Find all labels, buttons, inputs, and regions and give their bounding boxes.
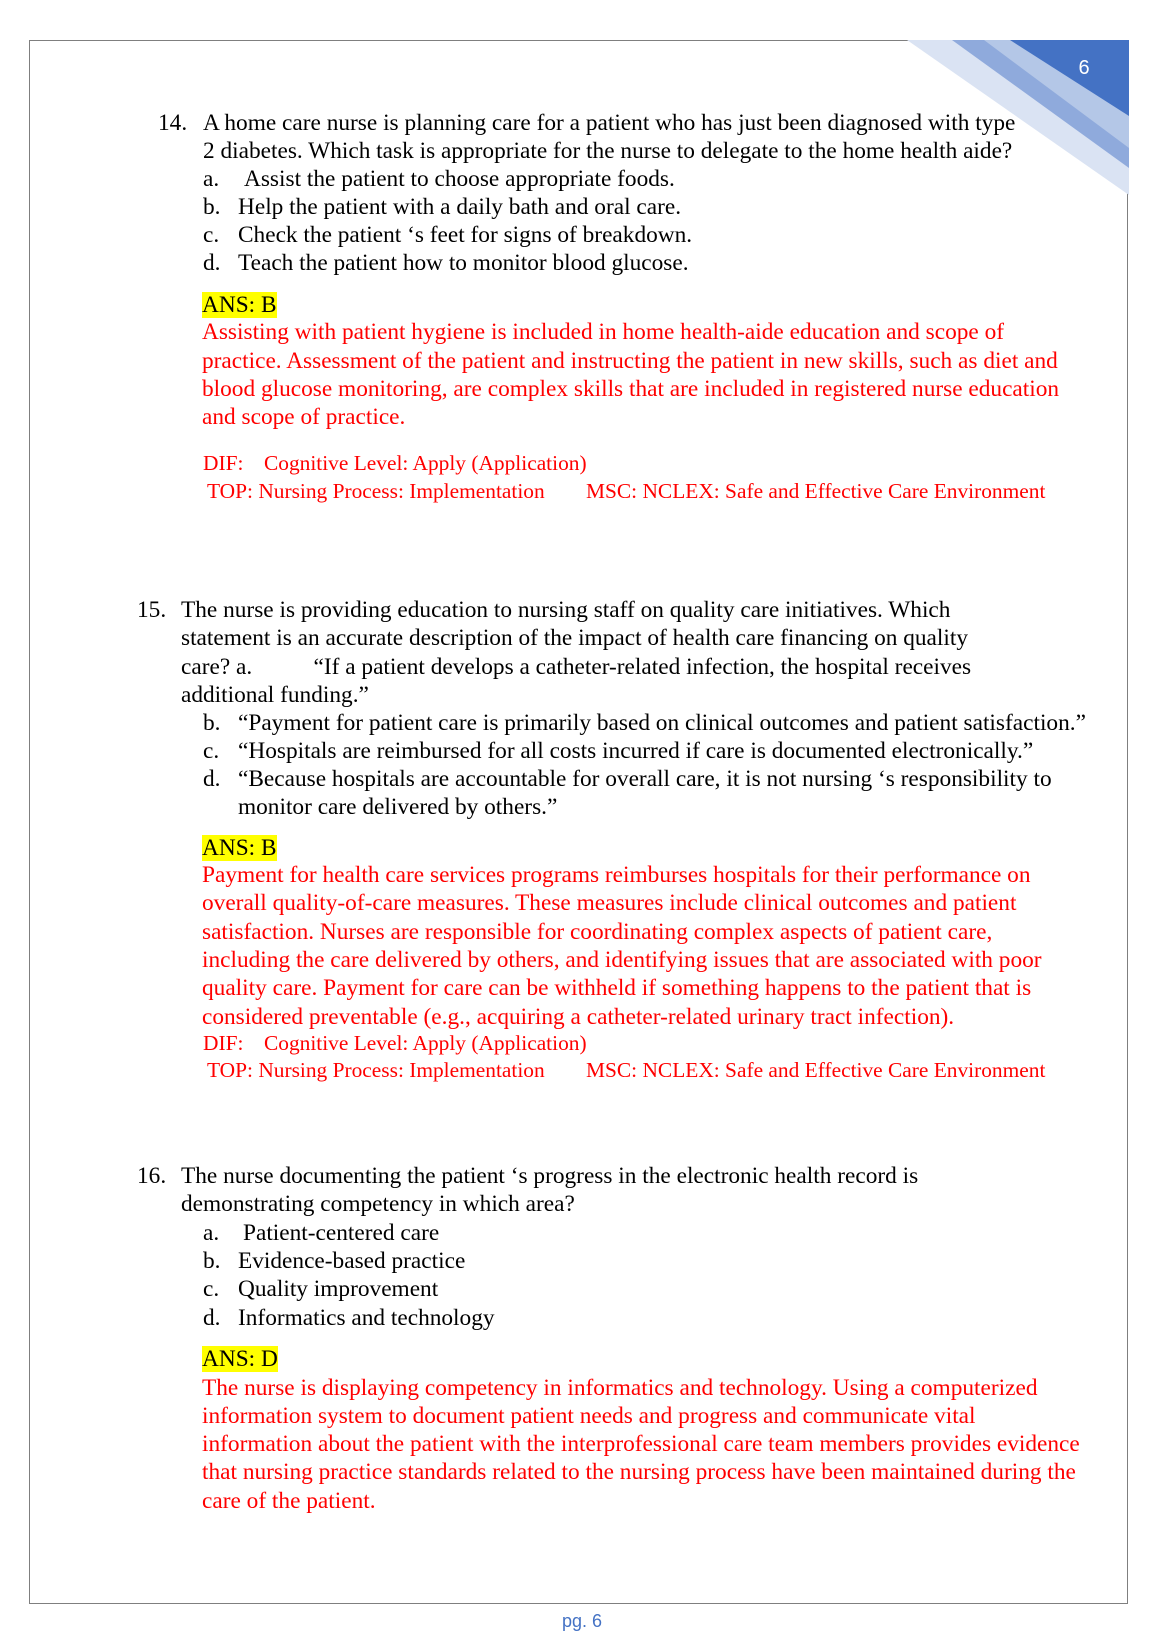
stem-line: 2 diabetes. Which task is appropriate for the nurse to delegate to the home health aide?: [203, 138, 1013, 165]
msc-label: MSC: NCLEX: Safe and Effective Care Environment: [586, 1058, 1046, 1083]
answer-key: [202, 834, 277, 862]
option-letter: a.: [236, 653, 253, 680]
footer-page-label: pg. 6: [562, 1611, 603, 1631]
option-letter: b.: [203, 193, 221, 220]
rationale-line: The nurse is displaying competency in informatics and technology. Using a computerized: [202, 1374, 1038, 1401]
stem-line-with-option-a: [181, 653, 972, 681]
option-text: Patient-centered care: [243, 1219, 440, 1246]
rationale-line: and scope of practice.: [202, 404, 406, 431]
option-letter: b.: [203, 1248, 221, 1275]
option-text: “Because hospitals are accountable for overall care, it is not nursing ‘s responsibility to: [238, 766, 1052, 793]
msc-label: MSC: NCLEX: Safe and Effective Care Environment: [586, 478, 1046, 503]
option-text: Evidence-based practice: [238, 1248, 466, 1275]
stem-line: The nurse is providing education to nursing staff on quality care initiatives. Which: [181, 597, 951, 623]
rationale-line: including the care delivered by others, and identifying issues that are associated with poor: [202, 947, 1042, 974]
rationale-line: quality care. Payment for care can be withheld if something happens to the patient that is: [202, 975, 1032, 1002]
option-letter: d.: [203, 250, 221, 277]
rationale: [202, 318, 1059, 431]
option-letter: c.: [203, 1276, 220, 1303]
stem-line: care?: [181, 653, 231, 680]
rationale: [202, 1374, 1080, 1515]
option-letter: b.: [203, 709, 221, 736]
stem-line: demonstrating competency in which area?: [181, 1191, 575, 1218]
rationale-line: practice. Assessment of the patient and instructing the patient in new skills, such as diet and: [202, 347, 1058, 374]
option-text: Quality improvement: [238, 1276, 439, 1303]
option-letter: a.: [203, 1219, 220, 1246]
option-text: “If a patient develops a catheter-related infection, the hospital receives: [313, 653, 972, 680]
question-stem: [203, 109, 1015, 166]
rationale-line: blood glucose monitoring, are complex skills that are included in registered nurse education: [202, 375, 1060, 402]
dif-label: DIF:: [203, 451, 244, 476]
option-letter: d.: [203, 766, 221, 793]
rationale-line: considered preventable (e.g., acquiring a catheter-related urinary tract infection).: [202, 1003, 955, 1030]
dif-label: DIF:: [203, 1030, 244, 1055]
rationale-line: that nursing practice standards related to the nursing process have been maintained during the: [202, 1459, 1076, 1486]
option-text: Check the patient ‘s feet for signs of breakdown.: [238, 222, 693, 249]
rationale-line: information about the patient with the interprofessional care team members provides evidence: [202, 1431, 1080, 1458]
option-letter: a.: [203, 165, 220, 192]
question-number: 15.: [137, 597, 167, 623]
topic-label: TOP: Nursing Process: Implementation: [207, 478, 545, 503]
option-letter: c.: [203, 737, 220, 764]
rationale-line: satisfaction. Nurses are responsible for coordinating complex aspects of patient care,: [202, 918, 993, 945]
rationale-line: overall quality-of-care measures. These measures include clinical outcomes and patient: [202, 890, 1017, 917]
option-text: “Payment for patient care is primarily based on clinical outcomes and patient satisfaction.”: [238, 709, 1086, 736]
dif-value: Cognitive Level: Apply (Application): [264, 1030, 587, 1055]
option-text: Teach the patient how to monitor blood glucose.: [238, 250, 689, 277]
option-text: Informatics and technology: [238, 1304, 495, 1331]
answer-highlight: ANS: B: [202, 292, 277, 318]
stem-line: The nurse documenting the patient ‘s progress in the electronic health record is: [181, 1163, 919, 1189]
rationale-line: Assisting with patient hygiene is included in home health-aide education and scope of: [202, 319, 1005, 346]
dif-value: Cognitive Level: Apply (Application): [264, 451, 587, 476]
option-text: Help the patient with a daily bath and oral care.: [238, 193, 682, 220]
option-text: “Hospitals are reimbursed for all costs incurred if care is documented electronically.”: [238, 737, 1034, 764]
stem-line: statement is an accurate description of the impact of health care financing on quality: [181, 625, 969, 652]
question-stem: [181, 1162, 918, 1219]
option-text: Assist the patient to choose appropriate foods.: [244, 165, 675, 192]
answer-highlight: ANS: D: [202, 1346, 278, 1372]
answer-key: [202, 291, 277, 319]
rationale-line: Payment for health care services programs reimburses hospitals for their performance on: [202, 862, 1031, 889]
rationale-line: care of the patient.: [202, 1487, 376, 1514]
rationale-line: information system to document patient needs and progress and communicate vital: [202, 1402, 976, 1429]
header-page-number: 6: [1078, 57, 1090, 79]
option-text: monitor care delivered by others.”: [238, 794, 558, 821]
question-number: 14.: [158, 110, 188, 136]
option-letter: d.: [203, 1304, 221, 1331]
rationale: [202, 861, 1042, 1031]
answer-key: [202, 1345, 278, 1373]
question-stem: [181, 596, 972, 709]
question-number: 16.: [137, 1163, 167, 1189]
stem-line: A home care nurse is planning care for a patient who has just been diagnosed with type: [203, 110, 1016, 136]
answer-highlight: ANS: B: [202, 834, 277, 861]
option-letter: c.: [203, 222, 220, 249]
option-text-continuation: additional funding.”: [181, 681, 369, 708]
topic-label: TOP: Nursing Process: Implementation: [207, 1058, 545, 1083]
